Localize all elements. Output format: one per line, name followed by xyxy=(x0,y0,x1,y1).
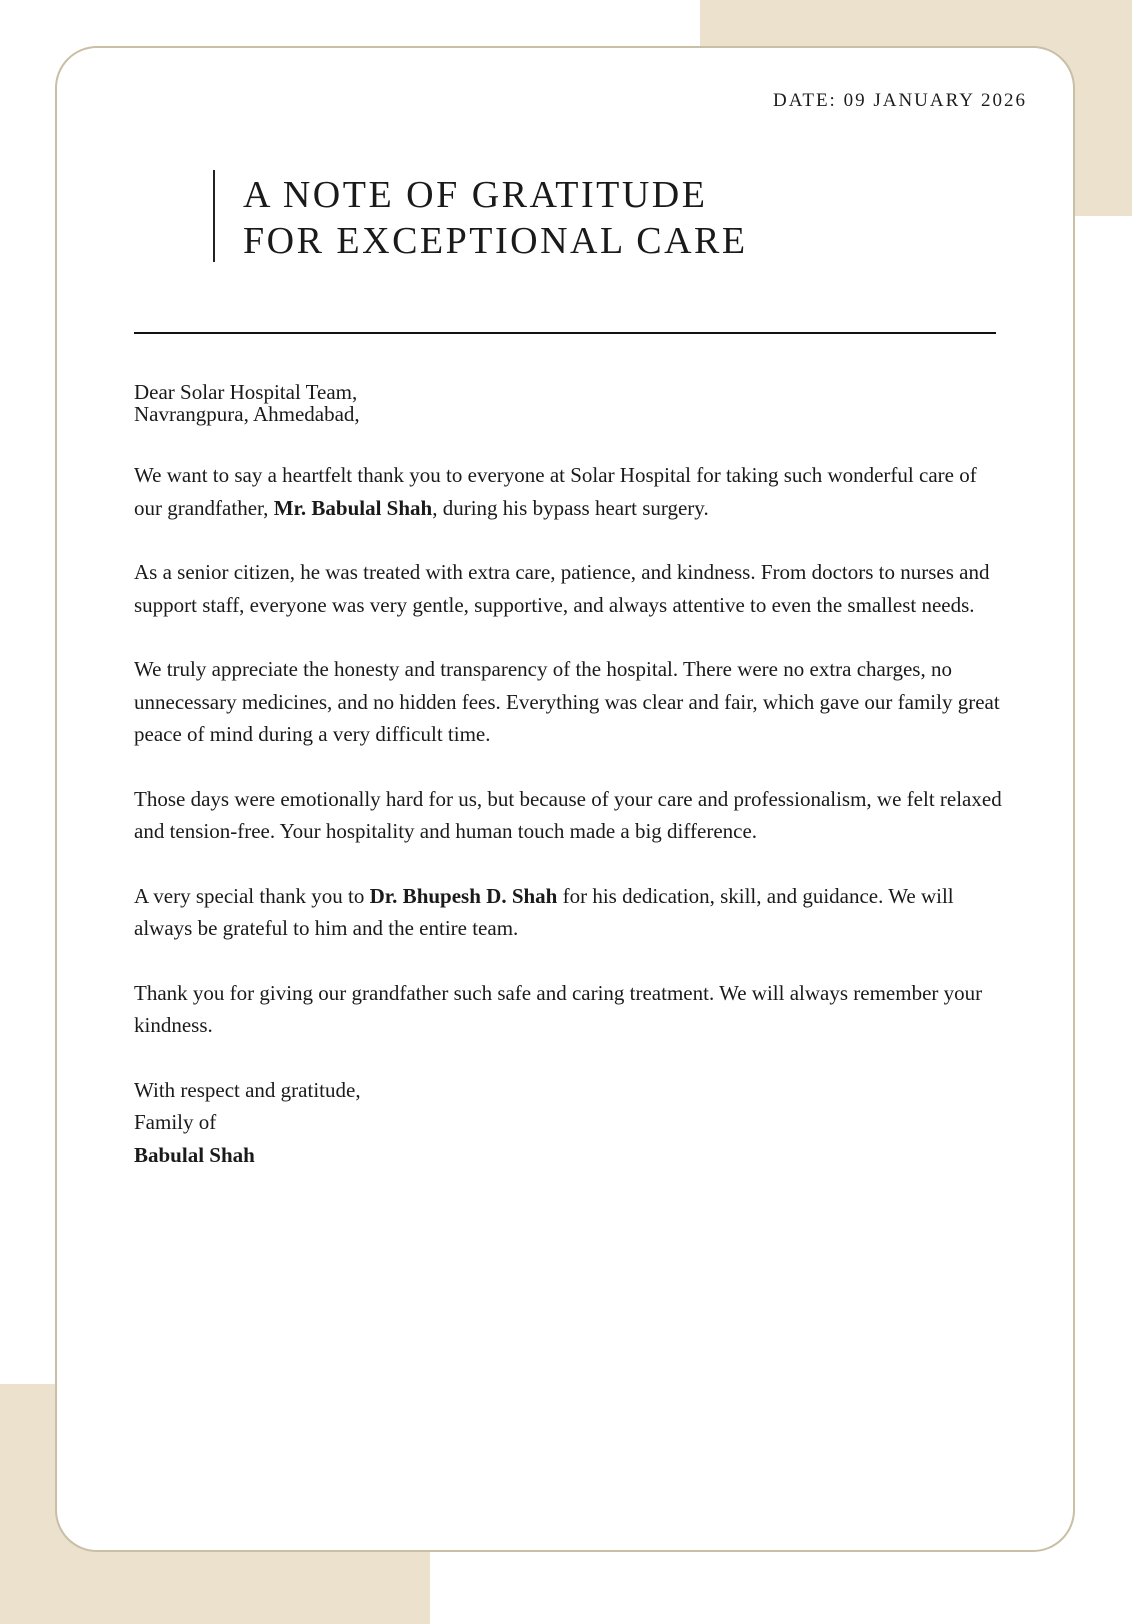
title-accent-bar xyxy=(213,170,215,262)
patient-name: Mr. Babulal Shah xyxy=(273,495,433,520)
paragraph-1 xyxy=(134,459,1004,524)
paragraph-1-text-start: We want to say a heartfelt thank you to everyone at Solar Hospital for taking such wonderful care of our grandfather, xyxy=(134,463,977,520)
paragraph-5 xyxy=(134,880,1004,945)
recipient-location: Navrangpura, Ahmedabad, xyxy=(134,402,360,426)
closing-line: With respect and gratitude, xyxy=(134,1077,361,1102)
paragraph-6: Thank you for giving our grandfather such safe and caring treatment. We will always remember your kindness. xyxy=(134,980,983,1037)
title-line-1: A NOTE OF GRATITUDE xyxy=(243,174,708,216)
title-line-2: FOR EXCEPTIONAL CARE xyxy=(243,220,748,262)
paragraph-4: Those days were emotionally hard for us, but because of your care and professionalism, we felt relaxed and tension-free. Your hospitality and human touch made a big difference. xyxy=(134,786,1002,843)
letter-date: DATE: 09 JANUARY 2026 xyxy=(773,90,1027,111)
paragraph-5-text-start: A very special thank you to xyxy=(134,883,370,908)
paragraph-2: As a senior citizen, he was treated with extra care, patience, and kindness. From doctors to nurses and support staff, everyone was very gentle, supportive, and always attentive to even the smallest needs. xyxy=(134,560,990,617)
paragraph-5-text-end: for his dedication, skill, and guidance. We will always be grateful to him and the entire team. xyxy=(134,883,954,940)
letter-card xyxy=(55,46,1075,1552)
recipient-address xyxy=(134,381,1004,425)
divider-rule xyxy=(134,332,996,334)
paragraph-3: We truly appreciate the honesty and transparency of the hospital. There were no extra charges, no unnecessary medicines, and no hidden fees. Everything was clear and fair, which gave our family great peace of mind during a very difficult time. xyxy=(134,657,1000,746)
closing-signature xyxy=(134,1074,1004,1172)
signature-name: Babulal Shah xyxy=(134,1142,255,1167)
paragraph-1-text-end: , during his bypass heart surgery. xyxy=(432,495,709,520)
letter-body xyxy=(134,381,1004,1203)
salutation: Dear Solar Hospital Team, xyxy=(134,380,358,404)
letter-title xyxy=(243,172,748,264)
signature-line xyxy=(134,1106,1004,1171)
signature-prefix: Family of xyxy=(134,1110,217,1134)
doctor-name: Dr. Bhupesh D. Shah xyxy=(369,883,558,908)
